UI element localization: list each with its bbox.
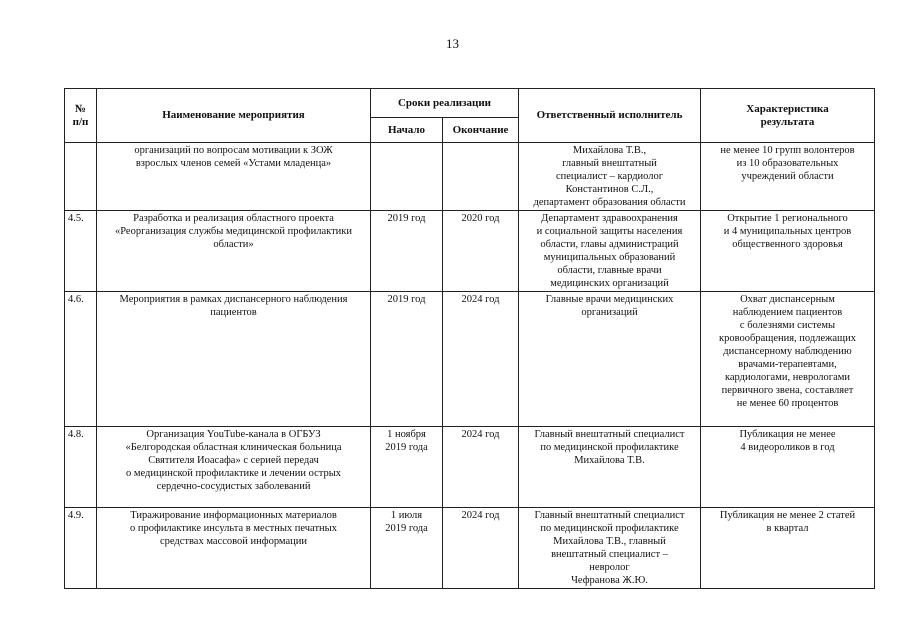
table-row xyxy=(65,292,875,427)
row-executor: Главные врачи медицинских организаций xyxy=(519,292,701,427)
table-row xyxy=(65,143,875,211)
header-end: Окончание xyxy=(443,118,519,143)
row-end xyxy=(443,143,519,211)
row-result: Открытие 1 регионального и 4 муниципальных центров общественного здоровья xyxy=(701,211,875,292)
row-result: Охват диспансерным наблюдением пациентов с болезнями системы кровообращения, подлежащих диспансерному наблюдению врачами-терапевтами, кардиологами, неврологами первичного звена, составляет не менее 60 процентов xyxy=(701,292,875,427)
row-end: 2020 год xyxy=(443,211,519,292)
row-start: 2019 год xyxy=(371,211,443,292)
row-name: Мероприятия в рамках диспансерного наблюдения пациентов xyxy=(97,292,371,427)
header-num: № п/п xyxy=(65,89,97,143)
row-name: Разработка и реализация областного проекта «Реорганизация службы медицинской профилактики области» xyxy=(97,211,371,292)
row-end: 2024 год xyxy=(443,292,519,427)
row-executor: Департамент здравоохранения и социальной защиты населения области, главы администраций муниципальных образований области, главные врачи медицинских организаций xyxy=(519,211,701,292)
header-start: Начало xyxy=(371,118,443,143)
row-executor: Главный внештатный специалист по медицинской профилактике Михайлова Т.В. xyxy=(519,427,701,508)
row-executor: Михайлова Т.В., главный внештатный специалист – кардиолог Константинов С.Л., департамент образования области xyxy=(519,143,701,211)
row-num: 4.9. xyxy=(65,508,97,589)
row-name: организаций по вопросам мотивации к ЗОЖ взрослых членов семей «Устами младенца» xyxy=(97,143,371,211)
row-num xyxy=(65,143,97,211)
row-start: 2019 год xyxy=(371,292,443,427)
table-row xyxy=(65,211,875,292)
row-start: 1 июля 2019 года xyxy=(371,508,443,589)
row-result: Публикация не менее 2 статей в квартал xyxy=(701,508,875,589)
header-result: Характеристика результата xyxy=(701,89,875,143)
row-num: 4.5. xyxy=(65,211,97,292)
page-number: 13 xyxy=(446,36,459,51)
row-executor: Главный внештатный специалист по медицинской профилактике Михайлова Т.В., главный внештатный специалист – невролог Чефранова Ж.Ю. xyxy=(519,508,701,589)
row-end: 2024 год xyxy=(443,427,519,508)
row-num: 4.6. xyxy=(65,292,97,427)
table-row xyxy=(65,427,875,508)
row-name: Организация YouTube-канала в ОГБУЗ «Белгородская областная клиническая больница Святителя Иоасафа» с серией передач о медицинской профилактике и лечении острых сердечно-сосудистых заболеваний xyxy=(97,427,371,508)
row-result: не менее 10 групп волонтеров из 10 образовательных учреждений области xyxy=(701,143,875,211)
row-start: 1 ноября 2019 года xyxy=(371,427,443,508)
header-terms: Сроки реализации xyxy=(371,89,519,118)
row-name: Тиражирование информационных материалов о профилактике инсульта в местных печатных средствах массовой информации xyxy=(97,508,371,589)
header-name: Наименование мероприятия xyxy=(97,89,371,143)
row-start xyxy=(371,143,443,211)
row-num: 4.8. xyxy=(65,427,97,508)
header-executor: Ответственный исполнитель xyxy=(519,89,701,143)
row-end: 2024 год xyxy=(443,508,519,589)
row-result: Публикация не менее 4 видеороликов в год xyxy=(701,427,875,508)
table-row xyxy=(65,508,875,589)
activities-table xyxy=(64,88,875,589)
